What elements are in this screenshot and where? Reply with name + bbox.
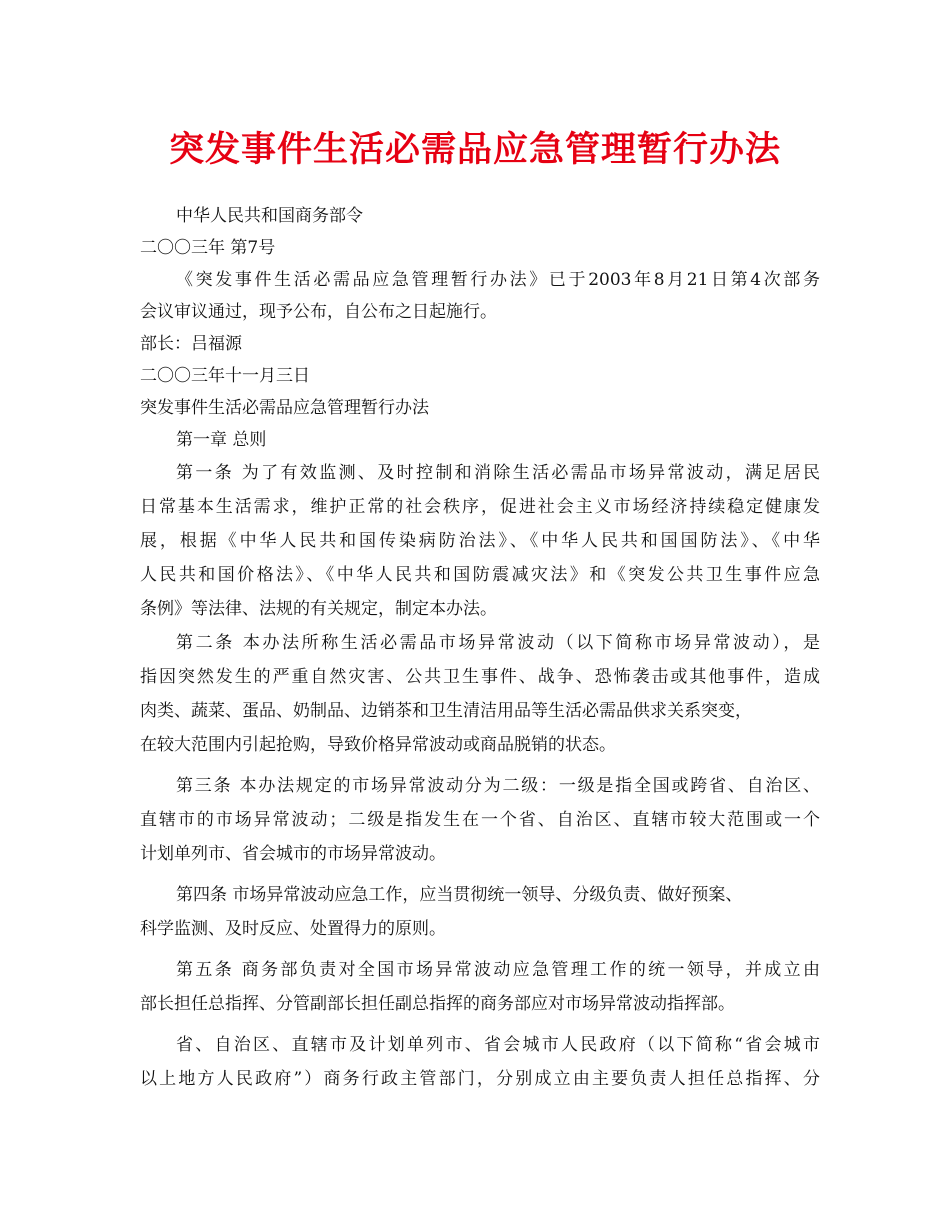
document-title: 突发事件生活必需品应急管理暂行办法 <box>168 129 781 170</box>
issue-date: 二〇〇三年十一月三日 <box>140 366 310 386</box>
article-3-line: 直辖市的市场异常波动；二级是指发生在一个省、自治区、直辖市较大范围或一个 <box>140 810 820 830</box>
document-body <box>140 200 820 1096</box>
article-3-line: 计划单列市、省会城市的市场异常波动。 <box>140 844 446 864</box>
article-1-line: 条例》等法律、法规的有关规定，制定本办法。 <box>140 599 497 619</box>
article-1-line: 展，根据《中华人民共和国传染病防治法》、《中华人民共和国国防法》、《中华 <box>140 531 820 551</box>
decree-number: 二〇〇三年 第7号 <box>140 238 276 258</box>
article-5-line: 第五条 商务部负责对全国市场异常波动应急管理工作的统一领导，并成立由 <box>176 960 820 980</box>
article-3-line: 第三条 本办法规定的市场异常波动分为二级：一级是指全国或跨省、自治区、 <box>176 776 820 796</box>
paragraph-line: 《突发事件生活必需品应急管理暂行办法》已于2003年8月21日第4次部务 <box>176 270 820 290</box>
article-2-line: 指因突然发生的严重自然灾害、公共卫生事件、战争、恐怖袭击或其他事件，造成 <box>140 667 820 687</box>
decree-issuer: 中华人民共和国商务部令 <box>176 206 363 226</box>
chapter-heading: 第一章 总则 <box>176 430 267 450</box>
article-1-line: 日常基本生活需求，维护正常的社会秩序，促进社会主义市场经济持续稳定健康发 <box>140 497 820 517</box>
article-1-line: 第一条 为了有效监测、及时控制和消除生活必需品市场异常波动，满足居民 <box>176 463 820 483</box>
paragraph-line: 会议审议通过，现予公布，自公布之日起施行。 <box>140 302 497 322</box>
article-2-line: 在较大范围内引起抢购，导致价格异常波动或商品脱销的状态。 <box>140 735 616 755</box>
minister-signature: 部长：吕福源 <box>140 334 242 354</box>
regulation-title: 突发事件生活必需品应急管理暂行办法 <box>140 398 429 418</box>
article-4-line: 第四条 市场异常波动应急工作，应当贯彻统一领导、分级负责、做好预案、 <box>176 885 743 905</box>
article-5-line: 部长担任总指挥、分管副部长担任副总指挥的商务部应对市场异常波动指挥部。 <box>140 994 735 1014</box>
article-1-line: 人民共和国价格法》、《中华人民共和国防震减灾法》和《突发公共卫生事件应急 <box>140 565 820 585</box>
article-2-line: 第二条 本办法所称生活必需品市场异常波动（以下简称市场异常波动），是 <box>176 633 820 653</box>
article-4-line: 科学监测、及时反应、处置得力的原则。 <box>140 919 446 939</box>
paragraph-line: 以上地方人民政府”）商务行政主管部门，分别成立由主要负责人担任总指挥、分 <box>140 1069 820 1089</box>
paragraph-line: 省、自治区、直辖市及计划单列市、省会城市人民政府（以下简称“省会城市 <box>176 1035 820 1055</box>
article-2-line: 肉类、蔬菜、蛋品、奶制品、边销茶和卫生清洁用品等生活必需品供求关系突变， <box>140 701 752 721</box>
